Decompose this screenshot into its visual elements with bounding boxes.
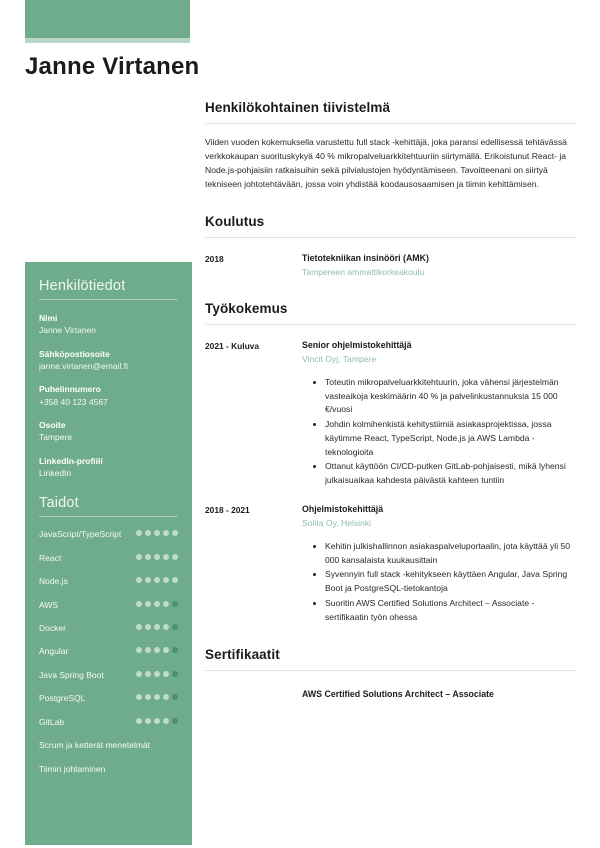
rating-dot-filled (172, 554, 178, 560)
rating-dot-filled (172, 530, 178, 536)
skill-row (39, 693, 178, 704)
skill-name: GitLab (39, 716, 65, 727)
experience-bullet-list (302, 540, 577, 625)
rating-dot-filled (154, 718, 160, 724)
sidebar-heading-skills: Taidot (39, 495, 79, 512)
section-title-experience: Työkokemus (205, 300, 288, 316)
skill-row (39, 600, 178, 611)
sidebar-divider-personal (39, 299, 178, 300)
rating-dot-filled (154, 601, 160, 607)
rating-dot-filled (154, 554, 160, 560)
skill-rating-dots (136, 600, 178, 607)
personal-info-item (39, 419, 178, 444)
skill-name: Node.js (39, 576, 68, 587)
personal-info-value: Janne Virtanen (39, 325, 97, 336)
rating-dot-filled (154, 530, 160, 536)
skill-rating-dots (136, 529, 178, 536)
experience-company: Solita Oy, Helsinki (302, 518, 372, 529)
section-education (205, 214, 577, 279)
skill-name: AWS (39, 599, 59, 610)
rating-dot-filled (154, 694, 160, 700)
experience-role: Ohjelmistokehittäjä (302, 503, 384, 514)
skill-name: Docker (39, 623, 66, 633)
rating-dot-filled (136, 671, 142, 677)
experience-entry (205, 339, 577, 489)
skill-name: JavaScript/TypeScript (39, 529, 122, 540)
skill-name: Angular (39, 646, 69, 657)
skill-name: Scrum ja ketterät menetelmät (39, 740, 151, 751)
rating-dot-filled (145, 530, 151, 536)
skill-name: Java Spring Boot (39, 669, 104, 680)
personal-info-label: LinkedIn-profiili (39, 455, 103, 466)
rating-dot-filled (163, 718, 169, 724)
rating-dot-filled (154, 624, 160, 630)
rating-dot-filled (145, 624, 151, 630)
section-divider-experience (205, 324, 577, 325)
rating-dot-empty (172, 694, 178, 700)
certificate-list (205, 689, 577, 699)
personal-info-item (39, 312, 178, 337)
skill-rating-dots (136, 623, 178, 630)
rating-dot-filled (145, 647, 151, 653)
skill-rating-dots (136, 553, 178, 560)
skill-row (39, 717, 178, 728)
certificate-name: AWS Certified Solutions Architect – Associate (302, 689, 494, 700)
certificate-date-spacer (205, 689, 302, 699)
section-divider-summary (205, 123, 577, 124)
section-summary (205, 100, 577, 192)
experience-bullet: • Suoritin AWS Certified Solutions Architect – Associate -sertifikaatin työn ohessa (325, 597, 577, 625)
experience-bullet: • Toteutin mikropalveluarkkitehtuurin, joka vähensi järjestelmän vasteaikoja keskimäärin 40 % ja palvelinkustannuksia 15 000 €/vuosi (325, 376, 577, 417)
skill-name: Tiimin johtaminen (39, 763, 106, 774)
skill-rating-dots (136, 717, 178, 724)
personal-info-label: Osoite (39, 419, 66, 430)
sidebar (25, 262, 192, 845)
rating-dot-filled (145, 601, 151, 607)
rating-dot-filled (136, 718, 142, 724)
personal-info-label: Nimi (39, 313, 58, 323)
experience-entry-body (302, 503, 577, 626)
experience-bullet: • Syvennyin full stack -kehitykseen käyttäen Angular, Java Spring Boot ja PostgreSQL-tietokantoja (325, 568, 577, 596)
rating-dot-empty (172, 671, 178, 677)
skill-row (39, 529, 178, 540)
section-experience (205, 301, 577, 626)
main-content (205, 0, 577, 699)
experience-entry-body (302, 339, 577, 489)
personal-info-label: Sähköpostiosoite (39, 348, 110, 359)
experience-bullet: • Johdin kolmihenkistä kehitystiimiä asiakasprojektissa, jossa käytimme React, TypeScript, Node.js ja AWS Lambda -teknologioita (325, 418, 577, 459)
skill-row (39, 646, 178, 657)
rating-dot-filled (163, 624, 169, 630)
rating-dot-filled (163, 647, 169, 653)
header-accent-banner (25, 0, 190, 38)
experience-bullet-list (302, 376, 577, 488)
education-entry (205, 252, 577, 279)
education-entry-body (302, 252, 577, 279)
section-title-certificates: Sertifikaatit (205, 647, 280, 663)
sidebar-divider-skills (39, 516, 178, 517)
skill-row (39, 553, 178, 564)
education-date: 2018 (205, 253, 224, 264)
section-divider-education (205, 237, 577, 238)
experience-date: 2021 - Kuluva (205, 340, 259, 351)
education-list (205, 252, 577, 279)
rating-dot-filled (163, 601, 169, 607)
personal-info-value: +358 40 123 4567 (39, 396, 108, 407)
experience-list (205, 339, 577, 626)
rating-dot-filled (136, 601, 142, 607)
rating-dot-empty (172, 601, 178, 607)
rating-dot-filled (136, 694, 142, 700)
rating-dot-filled (136, 624, 142, 630)
rating-dot-filled (145, 577, 151, 583)
rating-dot-filled (145, 718, 151, 724)
skill-rating-dots (136, 670, 178, 677)
rating-dot-empty (172, 624, 178, 630)
rating-dot-filled (145, 694, 151, 700)
personal-info-label: Puhelinnumero (39, 384, 101, 395)
rating-dot-filled (136, 577, 142, 583)
section-certificates (205, 647, 577, 699)
rating-dot-filled (136, 530, 142, 536)
skills-list (39, 529, 178, 775)
rating-dot-filled (136, 554, 142, 560)
rating-dot-filled (145, 554, 151, 560)
personal-info-item (39, 455, 178, 480)
personal-info-item (39, 383, 178, 408)
rating-dot-empty (172, 647, 178, 653)
personal-info-value: janne.virtanen@email.fi (39, 360, 128, 371)
experience-entry (205, 503, 577, 626)
sidebar-heading-personal: Henkilötiedot (39, 278, 126, 294)
rating-dot-filled (163, 694, 169, 700)
skill-row (39, 740, 178, 751)
experience-bullet: • Ottanut käyttöön CI/CD-putken GitLab-pohjaisesti, mikä lyhensi julkaisuaikaa kahdesta päivästä kahteen tuntiin (325, 460, 577, 488)
skill-name: React (39, 552, 62, 563)
rating-dot-filled (163, 671, 169, 677)
rating-dot-filled (163, 577, 169, 583)
experience-role: Senior ohjelmistokehittäjä (302, 339, 412, 350)
section-divider-certificates (205, 670, 577, 671)
personal-info-item (39, 348, 178, 373)
rating-dot-filled (136, 647, 142, 653)
skill-row (39, 764, 178, 775)
rating-dot-filled (154, 671, 160, 677)
section-title-summary: Henkilökohtainen tiivistelmä (205, 100, 391, 115)
skill-row (39, 623, 178, 634)
summary-text: Viiden vuoden kokemuksella varustettu full stack -kehittäjä, joka paransi edellisessä tehtävässä verkkokaupan suorituskykyä 40 % mikropalveluarkkitehtuuriin siirtymällä. Erikoistunut React- ja Node.js-pohjaisiin ratkaisuihin sekä pilvialustojen hyödyntämiseen. Tavoitteenani on siirtyä tekniseen johtotehtävään, jossa voin yhdistää koodausosaamisen ja tiimin kehittämisen. (205, 137, 567, 189)
rating-dot-filled (163, 530, 169, 536)
experience-company: Vincit Oyj, Tampere (302, 353, 377, 364)
personal-info-list (39, 312, 178, 479)
experience-bullet: • Kehitin julkishallinnon asiakaspalveluportaalin, jota käyttää yli 50 000 kansalaista kuukausittain (325, 540, 577, 568)
personal-info-value: LinkedIn (39, 467, 72, 478)
certificate-entry (205, 689, 577, 699)
skill-rating-dots (136, 576, 178, 583)
rating-dot-filled (145, 671, 151, 677)
skill-rating-dots (136, 693, 178, 700)
skill-rating-dots (136, 646, 178, 653)
rating-dot-filled (172, 577, 178, 583)
header-accent-underline (25, 38, 190, 43)
section-title-education: Koulutus (205, 213, 265, 229)
skill-row (39, 670, 178, 681)
education-degree: Tietotekniikan insinööri (AMK) (302, 252, 429, 263)
page-title: Janne Virtanen (25, 53, 200, 80)
skill-row (39, 576, 178, 587)
rating-dot-filled (163, 554, 169, 560)
skill-name: PostgreSQL (39, 693, 86, 704)
rating-dot-filled (154, 647, 160, 653)
education-school: Tampereen ammattikorkeakoulu (302, 266, 425, 277)
rating-dot-filled (154, 577, 160, 583)
experience-date: 2018 - 2021 (205, 504, 250, 515)
personal-info-value: Tampere (39, 432, 73, 443)
rating-dot-empty (172, 718, 178, 724)
